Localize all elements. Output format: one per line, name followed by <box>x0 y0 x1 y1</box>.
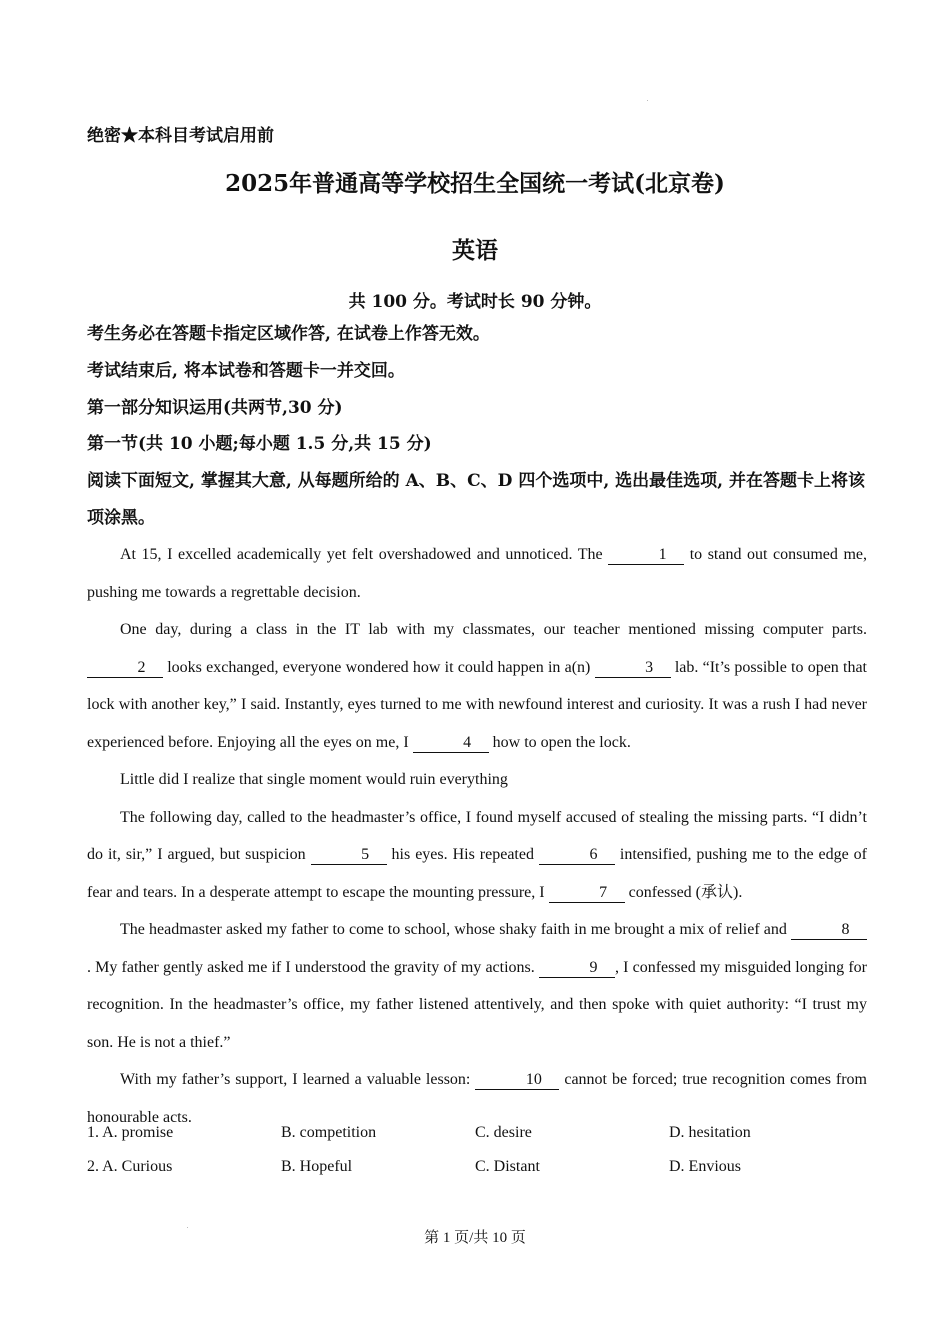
text: looks exchanged, everyone wondered how it could happen in a(n) <box>163 658 595 676</box>
text: confessed (承认). <box>624 883 743 901</box>
blank-7: 7 <box>549 884 625 903</box>
scan-dot <box>647 100 648 101</box>
exam-title: 2025年普通高等学校招生全国统一考试(北京卷) <box>225 170 725 197</box>
text: his eyes. His repeated <box>386 846 539 863</box>
option-a: 2. A. Curious <box>87 1158 173 1175</box>
confidential-label: 绝密★本科目考试启用前 <box>87 126 274 146</box>
option-d: D. hesitation <box>669 1124 751 1141</box>
paragraph-1 <box>87 536 867 611</box>
text: cannot be forced; true recognition comes from honourable acts. <box>87 1071 868 1126</box>
blank-4: 4 <box>413 734 489 753</box>
task-direction: 阅读下面短文, 掌握其大意, 从每题所给的 A、B、C、D 四个选项中, 选出最佳选项, 并在答题卡上将该项涂黑。 <box>87 471 866 528</box>
subsection-heading: 第一节(共 10 小题;每小题 1.5 分,共 15 分) <box>87 434 432 454</box>
option-c: C. Distant <box>475 1158 540 1175</box>
instruction-1: 考生务必在答题卡指定区域作答, 在试卷上作答无效。 <box>87 324 490 344</box>
option-a: 1. A. promise <box>87 1124 174 1141</box>
cloze-passage <box>87 536 867 1136</box>
blank-5: 5 <box>311 846 387 865</box>
text: , I confessed my misguided longing for recognition. In the headmaster’s office, my father listened attentively, and then spoke with quiet authority: “I trust my son. He is not a thief.” <box>87 958 867 1051</box>
blank-1: 1 <box>608 546 684 565</box>
blank-8: 8 <box>791 921 867 940</box>
text: how to open the lock. <box>488 733 631 751</box>
text: With my father’s support, I learned a valuable lesson: <box>120 1071 476 1088</box>
text: One day, during a class in the IT lab with my classmates, our teacher mentioned missing computer parts. <box>120 621 867 638</box>
section-heading: 第一部分知识运用(共两节,30 分) <box>87 398 343 418</box>
blank-2: 2 <box>87 659 163 678</box>
text: The headmaster asked my father to come to school, whose shaky faith in me brought a mix of relief and <box>120 921 791 938</box>
paragraph-3: Little did I realize that single moment would ruin everything <box>120 771 508 788</box>
option-b: B. competition <box>281 1124 377 1141</box>
blank-3: 3 <box>595 659 671 678</box>
blank-10: 10 <box>475 1071 559 1090</box>
text: intensified, pushing me to the edge of fear and tears. In a desperate attempt to escape the mounting pressure, I <box>87 846 868 901</box>
text: to stand out consumed me, pushing me towards a regrettable decision. <box>87 546 868 601</box>
score-info: 共 100 分。考试时长 90 分钟。 <box>348 292 602 312</box>
instruction-2: 考试结束后, 将本试卷和答题卡一并交回。 <box>87 361 405 381</box>
page-number: 第 1 页/共 10 页 <box>424 1230 526 1246</box>
option-c: C. desire <box>475 1124 532 1141</box>
option-d: D. Envious <box>669 1158 741 1175</box>
text: . My father gently asked me if I understood the gravity of my actions. <box>87 958 539 976</box>
blank-9: 9 <box>539 959 615 978</box>
text: At 15, I excelled academically yet felt overshadowed and unnoticed. The <box>120 546 609 563</box>
text: lab. “It’s possible to open that lock with another key,” I said. Instantly, eyes turned to me with newfound interest and curiosity. It was a rush I had never experienced before. Enjoying all the eyes on me, I <box>87 658 867 751</box>
blank-6: 6 <box>539 846 615 865</box>
paragraph-4 <box>87 799 867 912</box>
option-b: B. Hopeful <box>281 1158 353 1175</box>
text: The following day, called to the headmaster’s office, I found myself accused of stealing the missing parts. “I didn’t do it, sir,” I argued, but suspicion <box>87 808 867 863</box>
paragraph-5 <box>87 911 867 1061</box>
paragraph-2 <box>87 611 867 761</box>
subject-title: 英语 <box>452 237 498 264</box>
